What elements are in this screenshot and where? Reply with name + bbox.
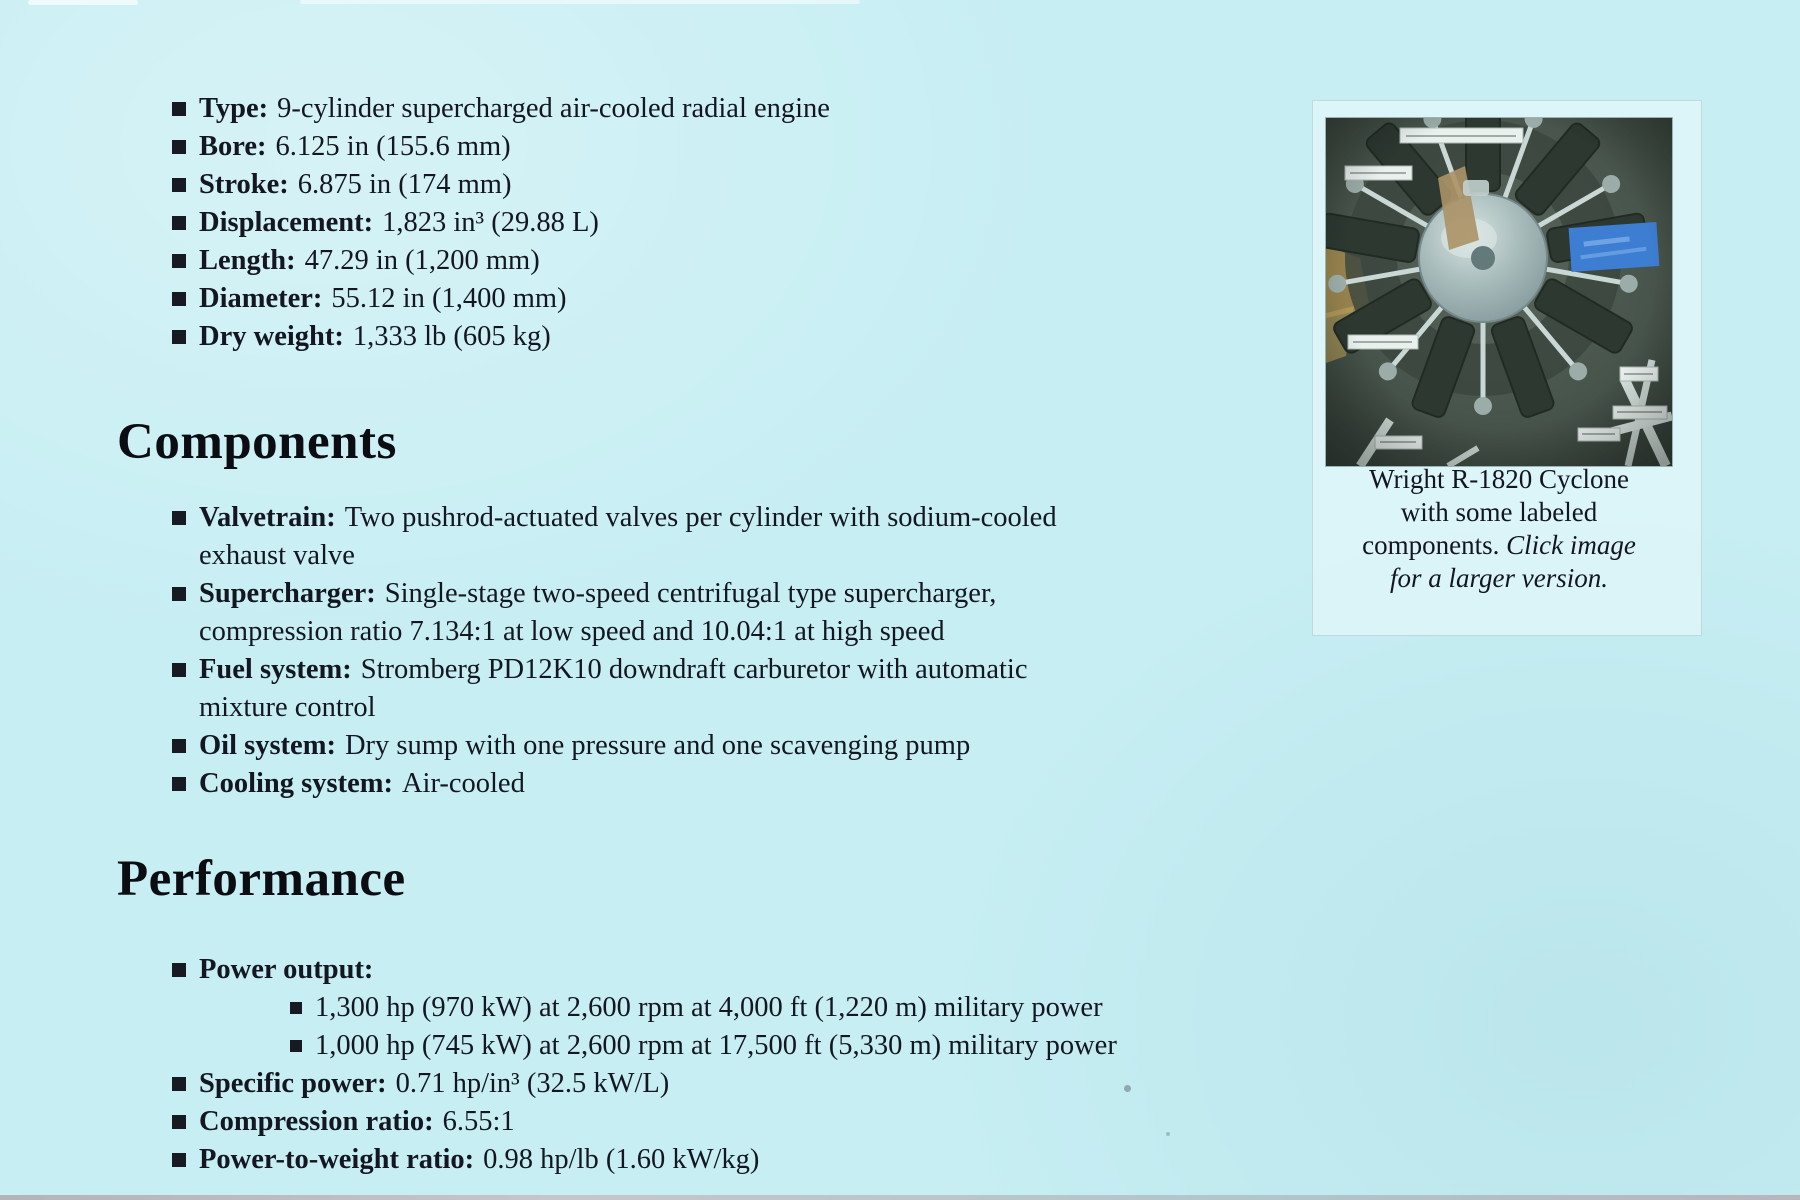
bullet-square-icon (172, 216, 186, 230)
list-item (172, 166, 830, 204)
performance-value: 0.71 hp/in³ (32.5 kW/L) (395, 1068, 670, 1099)
paper-glare-streak (300, 0, 860, 4)
component-value: Dry sump with one pressure and one scavenging pump (344, 730, 971, 761)
caption-italic: for a larger version. (1390, 563, 1608, 593)
performance-value: 6.55:1 (442, 1106, 515, 1137)
component-label: Valvetrain: (199, 502, 336, 533)
figure-frame (1312, 100, 1702, 636)
list-item (172, 1141, 1117, 1179)
figure-caption (1326, 463, 1672, 595)
components-list (172, 499, 1097, 803)
bullet-square-icon (172, 330, 186, 344)
caption-line: Wright R-1820 Cyclone (1369, 464, 1629, 494)
bullet-square-icon (172, 511, 186, 525)
bullet-square-icon (172, 1077, 186, 1091)
list-item (172, 951, 1117, 989)
spec-value: 1,823 in³ (29.88 L) (382, 207, 599, 238)
spec-label: Dry weight: (199, 321, 344, 352)
section-heading-performance: Performance (117, 851, 406, 907)
bullet-square-icon (172, 254, 186, 268)
component-value: Air-cooled (401, 768, 525, 799)
component-value: Single-stage two-speed centrifugal type supercharger, compression ratio 7.134:1 at low speed and 10.04:1 at high speed (199, 578, 997, 647)
list-item (290, 1027, 1117, 1065)
component-label: Fuel system: (199, 654, 352, 685)
spec-value: 9-cylinder supercharged air-cooled radial engine (277, 93, 830, 124)
bullet-square-icon (172, 292, 186, 306)
page-bottom-edge (0, 1195, 1800, 1200)
spec-label: Displacement: (199, 207, 374, 238)
spec-value: 6.125 in (155.6 mm) (275, 131, 511, 162)
bullet-square-icon (172, 739, 186, 753)
engine-illustration (1326, 118, 1672, 466)
list-item (172, 318, 830, 356)
list-item (172, 128, 830, 166)
list-item (172, 90, 830, 128)
component-value: Stromberg PD12K10 downdraft carburetor with automatic mixture control (199, 654, 1028, 723)
performance-list (172, 951, 1117, 1179)
caption-italic: Click image (1506, 530, 1636, 560)
bullet-square-icon (290, 1002, 302, 1014)
list-item (172, 575, 1097, 651)
performance-label: Power output: (199, 954, 374, 985)
performance-value: 0.98 hp/lb (1.60 kW/kg) (483, 1144, 760, 1175)
section-heading-components: Components (117, 414, 397, 470)
bullet-square-icon (172, 777, 186, 791)
bullet-square-icon (172, 663, 186, 677)
bullet-square-icon (172, 587, 186, 601)
performance-label: Power-to-weight ratio: (199, 1144, 475, 1175)
component-label: Supercharger: (199, 578, 376, 609)
paper-glare-streak (28, 0, 138, 5)
list-item (172, 727, 1097, 765)
component-label: Cooling system: (199, 768, 393, 799)
spec-label: Stroke: (199, 169, 289, 200)
spec-label: Type: (199, 93, 269, 124)
caption-line: components. (1362, 530, 1507, 560)
component-label: Oil system: (199, 730, 336, 761)
bullet-square-icon (172, 1153, 186, 1167)
bullet-square-icon (172, 140, 186, 154)
paper-speck (1124, 1085, 1131, 1092)
spec-list (172, 90, 830, 356)
list-item (172, 765, 1097, 803)
list-item (172, 204, 830, 242)
spec-label: Bore: (199, 131, 267, 162)
spec-label: Diameter: (199, 283, 323, 314)
power-output-sublist (290, 989, 1117, 1065)
list-item (172, 1103, 1117, 1141)
power-output-value: 1,300 hp (970 kW) at 2,600 rpm at 4,000 ft (1,220 m) military power (315, 992, 1103, 1023)
list-item (290, 989, 1117, 1027)
photo-vignette (1326, 118, 1672, 466)
power-output-value: 1,000 hp (745 kW) at 2,600 rpm at 17,500 ft (5,330 m) military power (315, 1030, 1117, 1061)
bullet-square-icon (290, 1040, 302, 1052)
bullet-square-icon (172, 102, 186, 116)
list-item (172, 651, 1097, 727)
bullet-square-icon (172, 178, 186, 192)
paper-speck (1166, 1132, 1170, 1136)
list-item (172, 1065, 1117, 1103)
performance-label: Compression ratio: (199, 1106, 434, 1137)
component-value: Two pushrod-actuated valves per cylinder with sodium-cooled exhaust valve (199, 502, 1057, 571)
spec-value: 6.875 in (174 mm) (297, 169, 512, 200)
spec-value: 55.12 in (1,400 mm) (331, 283, 567, 314)
spec-value: 1,333 lb (605 kg) (352, 321, 551, 352)
performance-label: Specific power: (199, 1068, 387, 1099)
spec-label: Length: (199, 245, 296, 276)
bullet-square-icon (172, 963, 186, 977)
engine-photo[interactable] (1326, 118, 1672, 466)
list-item (172, 242, 830, 280)
spec-value: 47.29 in (1,200 mm) (304, 245, 540, 276)
caption-line: with some labeled (1400, 497, 1598, 527)
bullet-square-icon (172, 1115, 186, 1129)
list-item (172, 280, 830, 318)
list-item (172, 499, 1097, 575)
